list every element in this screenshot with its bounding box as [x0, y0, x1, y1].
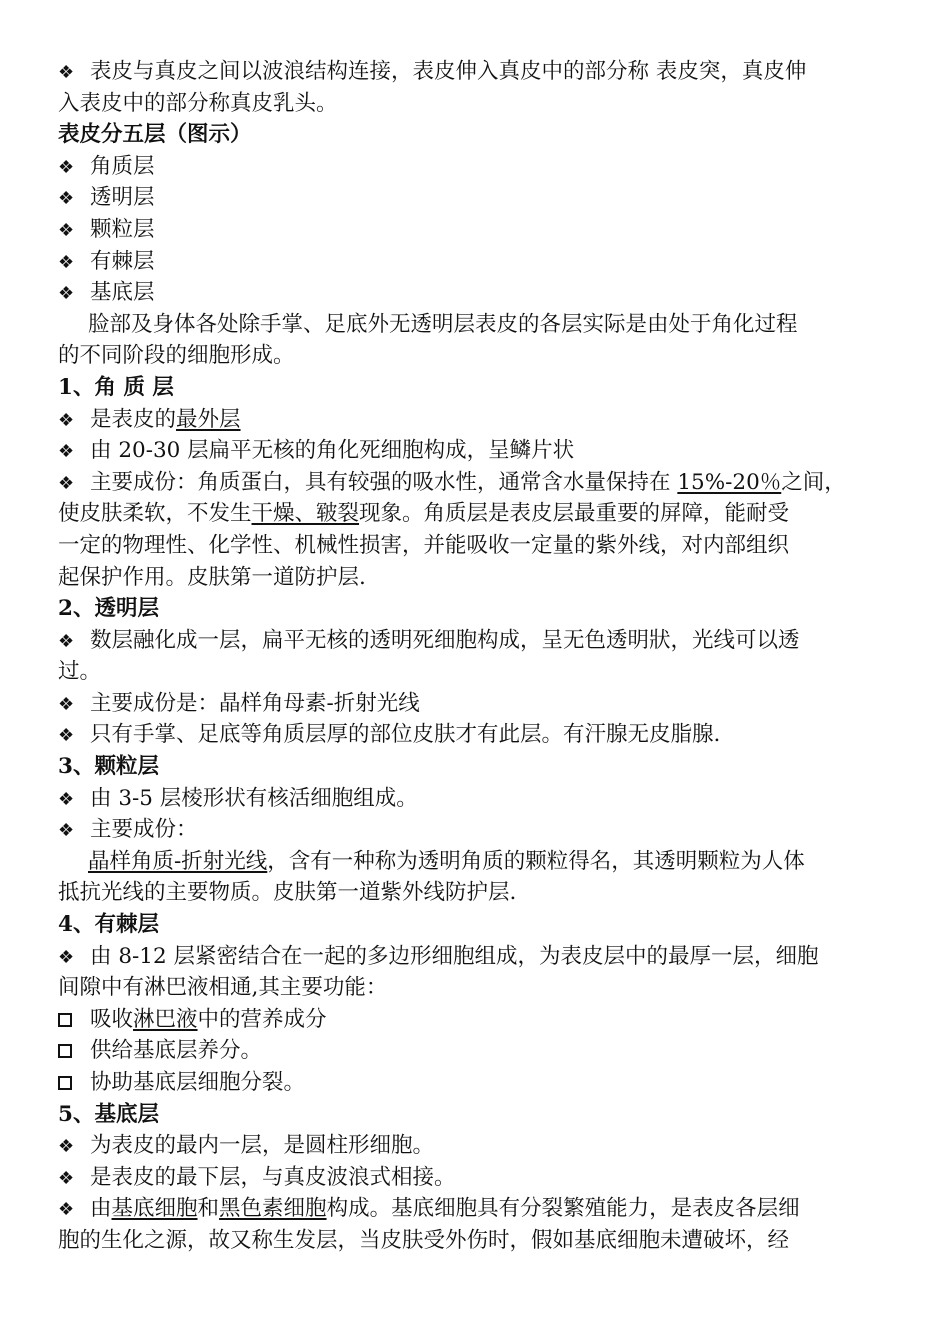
bullet-item — [58, 783, 908, 815]
square-bullet-icon — [58, 1076, 72, 1090]
square-bullet-icon — [58, 1013, 72, 1027]
paragraph-cont: 过。 — [58, 659, 102, 685]
layer-item — [58, 151, 908, 183]
layer-item — [58, 277, 908, 309]
paragraph-cont: 胞的生化之源，故又称生发层，当皮肤受外伤时，假如基底细胞未遭破坏，经 — [58, 1227, 790, 1253]
diamond-bullet-icon: ❖ — [58, 409, 75, 431]
bullet-item — [58, 404, 908, 436]
text: 由 — [90, 1196, 112, 1222]
document-body — [58, 56, 908, 1257]
text: 只有手掌、足底等角质层厚的部位皮肤才有此层。有汗腺无皮脂腺. — [90, 722, 721, 748]
text: 构成。基底细胞具有分裂繁殖能力，是表皮各层细 — [326, 1196, 800, 1222]
underlined-term: 晶样角质-折射光线 — [88, 848, 268, 874]
text: 主要成份是：晶样角母素-折射光线 — [90, 690, 420, 716]
bullet-item — [58, 1130, 908, 1162]
text: 由 8-12 层紧密结合在一起的多边形细胞组成，为表皮层中的最厚一层，细胞 — [90, 943, 819, 969]
checkbox-item — [58, 1004, 908, 1036]
section-heading-2: 2、透明层 — [58, 596, 159, 622]
text: 主要成份： — [90, 817, 198, 843]
square-bullet-icon — [58, 1044, 72, 1058]
text: 为表皮的最内一层，是圆柱形细胞。 — [90, 1133, 435, 1159]
paragraph-cont — [58, 498, 908, 530]
bullet-item — [58, 467, 908, 499]
text: 是表皮的最下层，与真皮波浪式相接。 — [90, 1164, 456, 1190]
text: 中的营养成分 — [197, 1006, 327, 1032]
bullet-item — [58, 1162, 908, 1194]
text: 协助基底层细胞分裂。 — [90, 1070, 306, 1095]
underlined-term: 最外层 — [176, 406, 241, 432]
diamond-bullet-icon: ❖ — [58, 788, 75, 810]
diamond-bullet-icon: ❖ — [58, 630, 75, 652]
text: ，含有一种称为透明角质的颗粒得名，其透明颗粒为人体 — [267, 848, 805, 874]
diamond-bullet-icon: ❖ — [58, 1199, 75, 1221]
text: 之间， — [781, 469, 846, 495]
diamond-bullet-icon: ❖ — [58, 283, 75, 305]
diamond-bullet-icon: ❖ — [58, 62, 75, 83]
bullet-item — [58, 688, 908, 720]
bullet-item — [58, 1193, 908, 1225]
diamond-bullet-icon: ❖ — [58, 820, 75, 842]
paragraph-cont: 起保护作用。皮肤第一道防护层. — [58, 564, 366, 590]
diamond-bullet-icon: ❖ — [58, 251, 75, 273]
layer-item — [58, 214, 908, 246]
underlined-term: 基底细胞 — [111, 1196, 198, 1222]
underlined-term: 淋巴液 — [133, 1006, 198, 1032]
underlined-term: 干燥、皲裂 — [251, 501, 360, 527]
paragraph-cont: 抵抗光线的主要物质。皮肤第一道紫外线防护层. — [58, 880, 517, 906]
layer-label: 颗粒层 — [90, 216, 155, 242]
text: 供给基底层养分。 — [90, 1038, 263, 1064]
intro-text: 入表皮中的部分称真皮乳头。 — [58, 90, 338, 116]
layer-item — [58, 182, 908, 214]
layer-label: 角质层 — [90, 153, 155, 179]
paragraph — [58, 846, 908, 878]
text: 吸收 — [90, 1006, 134, 1032]
bullet-item — [58, 719, 908, 751]
bullet-item — [58, 941, 908, 973]
layer-label: 透明层 — [90, 185, 155, 211]
section-heading-layers: 表皮分五层（图示） — [58, 122, 252, 148]
diamond-bullet-icon: ❖ — [58, 188, 75, 210]
diamond-bullet-icon: ❖ — [58, 472, 75, 494]
section-heading-4: 4、有棘层 — [58, 912, 159, 938]
diamond-bullet-icon: ❖ — [58, 441, 75, 463]
underlined-term: 15%-20％ — [677, 469, 782, 495]
diamond-bullet-icon: ❖ — [58, 156, 75, 178]
text: 由 20-30 层扁平无核的角化死细胞构成，呈鳞片状 — [90, 438, 575, 464]
bullet-item — [58, 625, 908, 657]
bullet-item — [58, 814, 908, 846]
section-heading-3: 3、颗粒层 — [58, 754, 159, 780]
diamond-bullet-icon: ❖ — [58, 1136, 75, 1158]
intro-paragraph: ❖ 表皮与真皮之间以波浪结构连接，表皮伸入真皮中的部分称 表皮突，真皮伸 — [58, 56, 908, 88]
bullet-item — [58, 435, 908, 467]
diamond-bullet-icon: ❖ — [58, 725, 75, 747]
paragraph-cont: 一定的物理性、化学性、机械性损害，并能吸收一定量的紫外线，对内部组织 — [58, 532, 790, 558]
layer-item — [58, 246, 908, 278]
section-heading-5: 5、基底层 — [58, 1101, 159, 1127]
face-paragraph: 脸部及身体各处除手掌、足底外无透明层表皮的各层实际是由处于角化过程 — [88, 311, 798, 337]
intro-paragraph-cont — [58, 88, 908, 120]
text: 是表皮的 — [90, 406, 177, 432]
diamond-bullet-icon: ❖ — [58, 693, 75, 715]
paragraph-cont: 间隙中有淋巴液相通,其主要功能： — [58, 975, 388, 1001]
text: 由 3-5 层棱形状有核活细胞组成。 — [90, 785, 418, 811]
text: 主要成份：角质蛋白，具有较强的吸水性，通常含水量保持在 — [90, 469, 678, 495]
text: 使皮肤柔软，不发生 — [58, 501, 252, 527]
diamond-bullet-icon: ❖ — [58, 219, 75, 241]
text: 现象。角质层是表皮层最重要的屏障，能耐受 — [359, 501, 790, 527]
text: 和 — [197, 1196, 220, 1222]
diamond-bullet-icon: ❖ — [58, 946, 75, 968]
section-heading-1: 1、角 质 层 — [58, 374, 174, 400]
checkbox-item — [58, 1067, 908, 1099]
face-paragraph-cont: 的不同阶段的细胞形成。 — [58, 343, 295, 369]
diamond-bullet-icon: ❖ — [58, 1167, 75, 1189]
layer-label: 基底层 — [90, 280, 155, 306]
layer-label: 有棘层 — [90, 248, 155, 274]
checkbox-item — [58, 1035, 908, 1067]
text: 数层融化成一层，扁平无核的透明死细胞构成，呈无色透明狀，光线可以透 — [90, 627, 800, 653]
underlined-term: 黑色素细胞 — [219, 1196, 327, 1222]
